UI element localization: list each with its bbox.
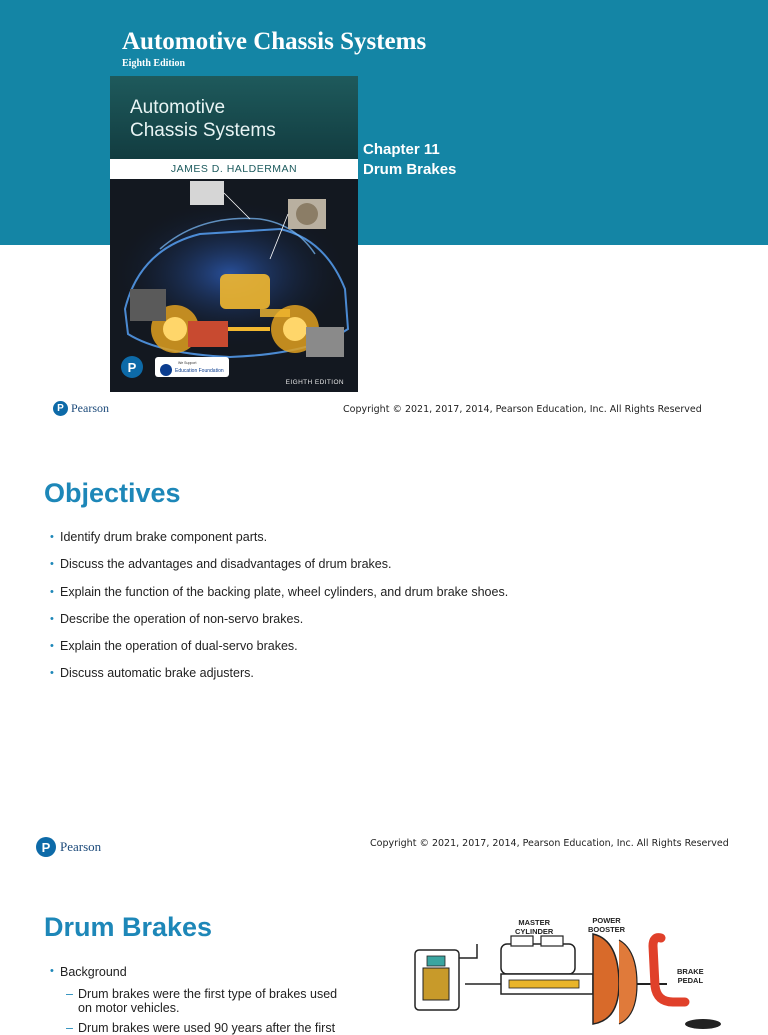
- pearson-wordmark: Pearson: [71, 401, 109, 415]
- copyright-text: Copyright © 2021, 2017, 2014, Pearson Education, Inc. All Rights Reserved: [343, 404, 702, 415]
- brake-diagram-drawing: [405, 910, 745, 1024]
- chapter-title: Drum Brakes: [363, 161, 457, 178]
- list-item: • Explain the operation of dual-servo brakes.: [50, 638, 508, 665]
- bullet-background: • Background: [50, 965, 127, 979]
- label-power-booster: POWER BOOSTER: [588, 916, 626, 934]
- slide-body: [50, 965, 338, 1035]
- cover-edition: EIGHTH EDITION: [285, 379, 344, 386]
- pearson-logo: [36, 837, 101, 857]
- pearson-p-icon: P: [36, 837, 56, 857]
- label-master-cylinder: MASTER CYLINDER: [515, 918, 554, 936]
- label-brake-pedal: BRAKE PEDAL: [677, 967, 704, 985]
- sub-bullet-line1: Drum brakes were the first type of brakes used: [78, 987, 338, 1001]
- pearson-logo: [53, 401, 109, 416]
- edition-label: Eighth Edition: [122, 58, 186, 69]
- list-item: • Identify drum brake component parts.: [50, 529, 508, 556]
- pearson-p-icon: P: [53, 401, 68, 416]
- objectives-slide: [0, 440, 768, 872]
- list-item: • Describe the operation of non-servo brakes.: [50, 611, 508, 638]
- drum-brakes-slide: [0, 880, 768, 1035]
- pearson-wordmark: Pearson: [60, 839, 102, 854]
- book-title: Automotive Chassis Systems: [122, 28, 427, 55]
- sub-bullet-line2: on motor vehicles.: [78, 1001, 180, 1015]
- objectives-list: [50, 529, 508, 693]
- dash-marker: –: [66, 1021, 73, 1035]
- dash-marker: –: [66, 987, 73, 1001]
- title-slide: [0, 0, 768, 432]
- badge-line2: Education Foundation: [175, 368, 224, 374]
- chapter-number: Chapter 11: [363, 141, 440, 158]
- copyright-text: Copyright © 2021, 2017, 2014, Pearson Education, Inc. All Rights Reserved: [370, 838, 729, 849]
- cover-car-illustration: [110, 179, 358, 392]
- sub-bullet: [66, 1021, 368, 1035]
- sub-bullet: [66, 987, 368, 1015]
- cover-title: [130, 96, 276, 142]
- cover-author: JAMES D. HALDERMAN: [110, 159, 358, 179]
- svg-text:P: P: [127, 360, 137, 375]
- list-item: • Discuss the advantages and disadvantages of drum brakes.: [50, 556, 508, 583]
- sub-bullet-line1: Drum brakes were used 90 years after the first: [78, 1021, 336, 1035]
- chapter-heading: [363, 140, 456, 180]
- slide-title: Objectives: [44, 478, 181, 508]
- brake-system-diagram: [405, 910, 745, 1024]
- book-cover: [110, 76, 358, 392]
- list-item: • Explain the function of the backing plate, wheel cylinders, and drum brake shoes.: [50, 584, 508, 611]
- cover-title-line1: Automotive: [130, 97, 226, 118]
- cover-title-line2: Chassis Systems: [130, 120, 276, 141]
- slide-title: Drum Brakes: [44, 912, 213, 942]
- list-item: • Discuss automatic brake adjusters.: [50, 665, 508, 692]
- badge-line1: We Support: [178, 361, 197, 365]
